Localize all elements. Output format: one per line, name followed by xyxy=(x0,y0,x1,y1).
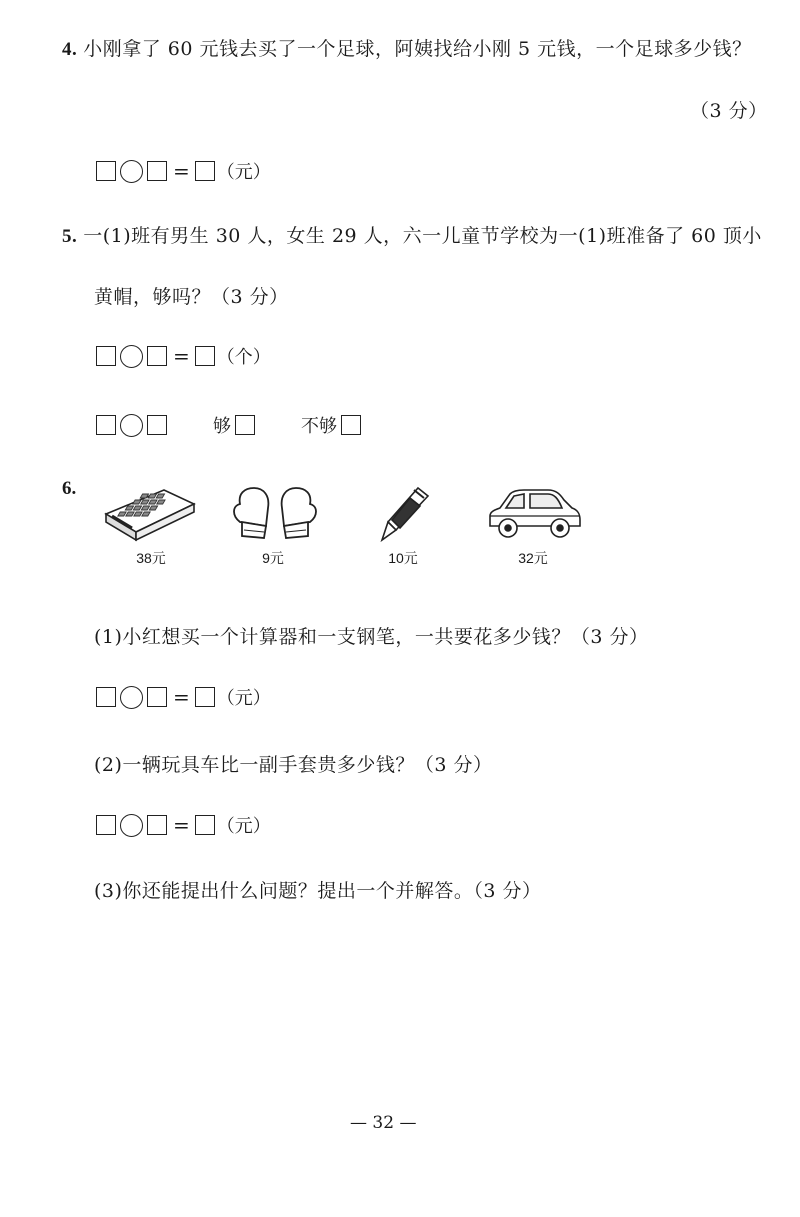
result-box[interactable] xyxy=(195,161,215,181)
item-pen xyxy=(348,482,458,580)
answer-box[interactable] xyxy=(96,346,116,366)
answer-box[interactable] xyxy=(147,415,167,435)
q4-text-line xyxy=(62,34,752,61)
q6-sub1: (1)小红想买一个计算器和一支钢笔，一共要花多少钱？（3 分） xyxy=(94,626,649,648)
q5-equation[interactable] xyxy=(96,343,271,369)
q6-sub2-unit: （元） xyxy=(216,816,271,837)
mittens-icon xyxy=(230,486,320,544)
answer-box[interactable] xyxy=(96,415,116,435)
equals-sign: = xyxy=(173,159,190,183)
item-mittens xyxy=(218,482,328,580)
answer-box[interactable] xyxy=(147,161,167,181)
equals-sign: = xyxy=(173,344,190,368)
calculator-icon xyxy=(102,488,198,544)
equals-sign: = xyxy=(173,685,190,709)
price-label: 38元 xyxy=(136,550,166,566)
answer-box[interactable] xyxy=(147,346,167,366)
enough-label: 够 xyxy=(213,416,231,437)
price-label: 10元 xyxy=(388,550,418,566)
q4-equation[interactable] xyxy=(96,158,271,184)
q5-text-1: 一(1)班有男生 30 人，女生 29 人，六一儿童节学校为一(1)班准备了 60 顶小 xyxy=(83,225,762,247)
answer-box[interactable] xyxy=(147,687,167,707)
answer-box[interactable] xyxy=(96,815,116,835)
not-enough-label: 不够 xyxy=(301,416,337,437)
operator-circle[interactable] xyxy=(120,814,143,837)
not-enough-checkbox[interactable] xyxy=(341,415,361,435)
operator-circle[interactable] xyxy=(120,345,143,368)
q5-number: 5. xyxy=(62,226,78,247)
operator-circle[interactable] xyxy=(120,160,143,183)
q4-score: （3 分） xyxy=(690,100,768,122)
q6-sub2: (2)一辆玩具车比一副手套贵多少钱？（3 分） xyxy=(94,754,493,776)
q6-sub2-equation[interactable] xyxy=(96,812,271,838)
result-box[interactable] xyxy=(195,815,215,835)
enough-checkbox[interactable] xyxy=(235,415,255,435)
price-label: 9元 xyxy=(262,550,284,566)
q6-sub3: (3)你还能提出什么问题？提出一个并解答。（3 分） xyxy=(94,880,542,902)
compare-circle[interactable] xyxy=(120,414,143,437)
answer-box[interactable] xyxy=(96,687,116,707)
item-toy-car xyxy=(480,482,586,580)
equals-sign: = xyxy=(173,813,190,837)
price-figure xyxy=(96,482,586,580)
q6-sub1-equation[interactable] xyxy=(96,684,271,710)
result-box[interactable] xyxy=(195,687,215,707)
q4-text: 小刚拿了 60 元钱去买了一个足球，阿姨找给小刚 5 元钱，一个足球多少钱？ xyxy=(83,38,752,60)
price-label: 32元 xyxy=(518,550,548,566)
answer-box[interactable] xyxy=(147,815,167,835)
q5-comparison[interactable] xyxy=(96,412,361,438)
toy-car-icon xyxy=(484,486,584,544)
result-box[interactable] xyxy=(195,346,215,366)
q6-sub1-unit: （元） xyxy=(216,688,271,709)
fountain-pen-icon xyxy=(370,484,440,544)
q4-unit: （元） xyxy=(216,162,271,183)
q5-unit: （个） xyxy=(216,347,271,368)
q5-text-line1 xyxy=(62,221,762,248)
item-calculator xyxy=(96,482,206,580)
page-number: — 32 — xyxy=(350,1113,417,1133)
answer-box[interactable] xyxy=(96,161,116,181)
q5-text-line2: 黄帽，够吗？（3 分） xyxy=(94,286,289,308)
q6-number: 6. xyxy=(62,478,77,499)
q4-number: 4. xyxy=(62,39,78,60)
operator-circle[interactable] xyxy=(120,686,143,709)
